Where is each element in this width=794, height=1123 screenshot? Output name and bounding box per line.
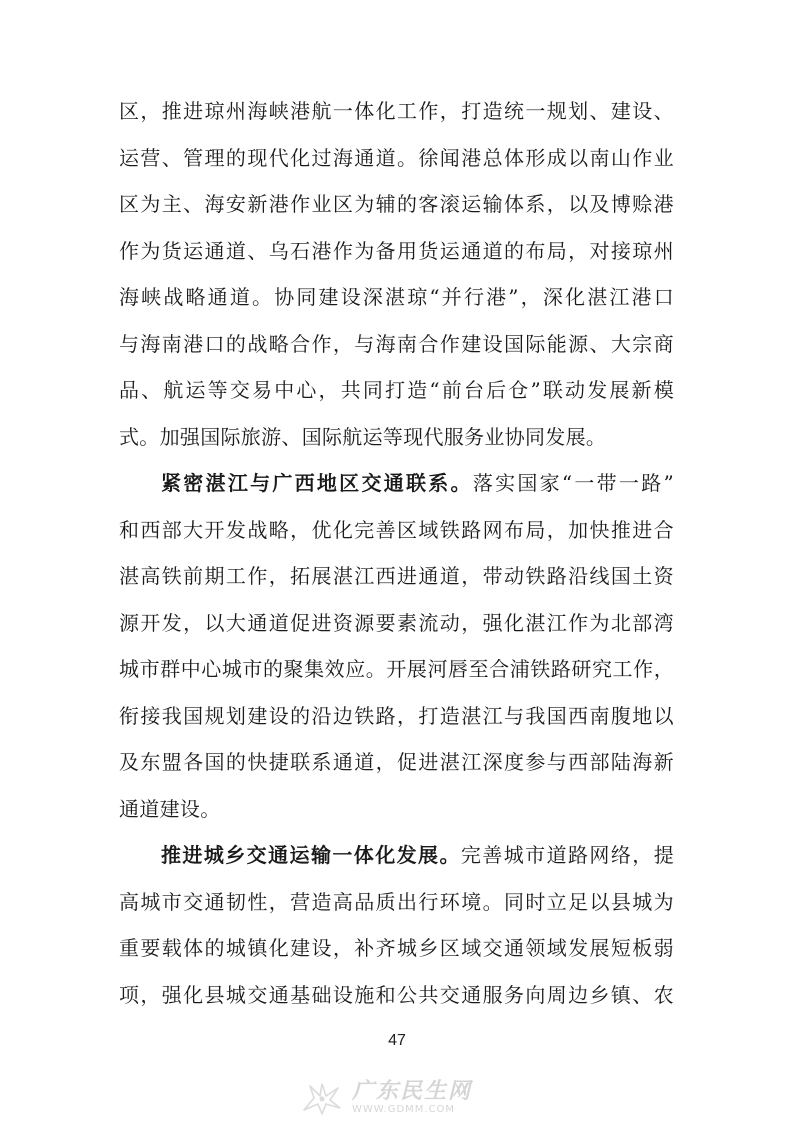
- text-line: 品、航运等交易中心，共同打造“前台后仓”联动发展新模: [119, 378, 674, 402]
- text-line: 运营、管理的现代化过海通道。徐闻港总体形成以南山作业: [119, 145, 674, 170]
- text-line: 区，推进琼州海峡港航一体化工作，打造统一规划、建设、: [119, 99, 674, 123]
- text-line: 区为主、海安新港作业区为辅的客滚运输体系，以及博赊港: [119, 192, 674, 216]
- text-line: 式。加强国际旅游、国际航运等现代服务业协同发展。: [119, 424, 607, 449]
- text-line: 高城市交通韧性，营造高品质出行环境。同时立足以县城为: [119, 889, 674, 914]
- text-line: 作为货运通道、乌石港作为备用货运通道的布局，对接琼州: [119, 238, 674, 263]
- text-line: 湛高铁前期工作，拓展湛江西进通道，带动铁路沿线国土资: [119, 564, 674, 588]
- watermark-text: [352, 1080, 472, 1116]
- paragraph-1: [119, 88, 674, 460]
- text-line: 与海南港口的战略合作，与海南合作建设国际能源、大宗商: [119, 331, 674, 356]
- text-line: [119, 832, 674, 879]
- document-page: [119, 88, 674, 1018]
- text-span: 落实国家“一带一路”: [472, 471, 675, 495]
- text-line: 通道建设。: [119, 796, 221, 821]
- text-line: 衔接我国规划建设的沿边铁路，打造湛江与我国西南腹地以: [119, 703, 674, 728]
- text-line: 源开发，以大通道促进资源要素流动，强化湛江作为北部湾: [119, 610, 674, 635]
- text-line: 和西部大开发战略，优化完善区域铁路网布局，加快推进合: [119, 517, 674, 542]
- text-line: [119, 460, 674, 507]
- text-line: 城市群中心城市的聚集效应。开展河唇至合浦铁路研究工作，: [119, 657, 674, 681]
- paragraph-3: [119, 832, 674, 1018]
- paragraph-heading: 推进城乡交通运输一体化发展。: [161, 843, 461, 867]
- text-line: 项，强化县城交通基础设施和公共交通服务向周边乡镇、农: [119, 982, 674, 1007]
- text-line: 及东盟各国的快捷联系通道，促进湛江深度参与西部陆海新: [119, 750, 674, 774]
- text-line: 海峡战略通道。协同建设深湛琼“并行港”，深化湛江港口: [119, 285, 674, 309]
- paragraph-2: [119, 460, 674, 832]
- watermark-url: WWW.GDMM.COM: [352, 1104, 456, 1115]
- text-line: 重要载体的城镇化建设，补齐城乡区域交通领域发展短板弱: [119, 936, 674, 960]
- watermark: [300, 1078, 510, 1118]
- text-span: 完善城市道路网络，提: [460, 843, 675, 867]
- page-number: 47: [388, 1032, 406, 1049]
- paragraph-heading: 紧密湛江与广西地区交通联系。: [161, 471, 473, 495]
- watermark-site-name: 广东民生网: [352, 1079, 473, 1104]
- bird-logo-icon: [300, 1080, 344, 1116]
